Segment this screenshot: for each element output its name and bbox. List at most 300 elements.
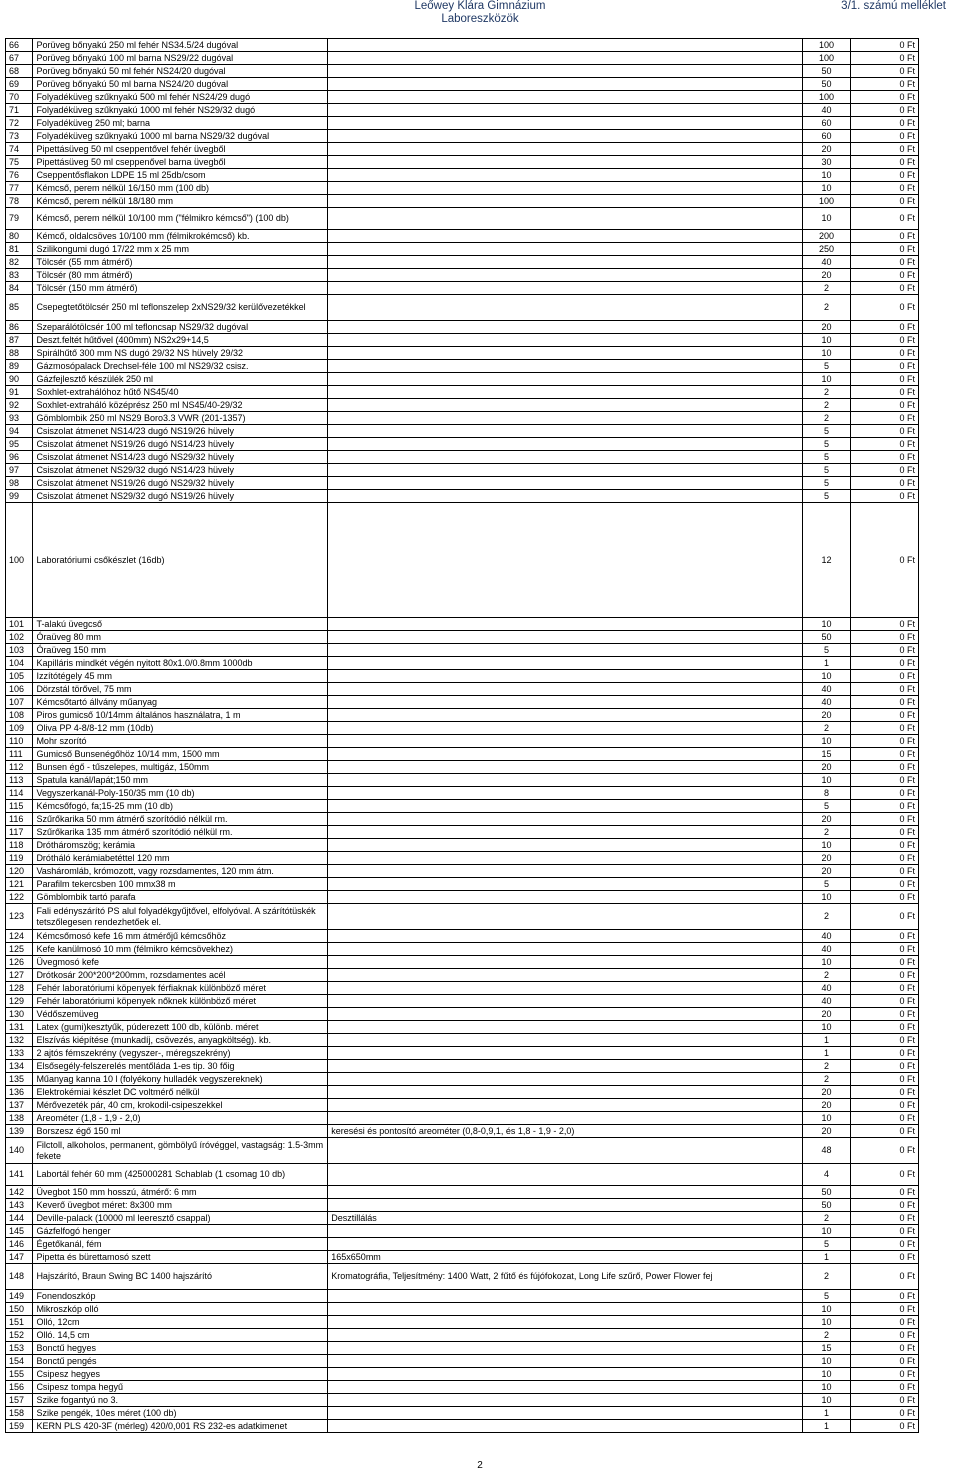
row-number: 94 <box>6 425 33 438</box>
item-price: 0 Ft <box>850 774 918 787</box>
item-note <box>328 657 803 670</box>
table-row <box>6 1368 919 1381</box>
item-note: Kromatográfia, Teljesítmény: 1400 Watt, 2 fűtő és fújófokozat, Long Life szűrő, Power Flower fej <box>328 1264 803 1290</box>
table-row <box>6 618 919 631</box>
item-price: 0 Ft <box>850 800 918 813</box>
item-note <box>328 425 803 438</box>
item-note <box>328 878 803 891</box>
item-quantity: 2 <box>803 1212 851 1225</box>
table-row <box>6 1021 919 1034</box>
item-quantity: 10 <box>803 891 851 904</box>
item-name: Porüveg bőnyakú 100 ml barna NS29/22 dugóval <box>33 52 328 65</box>
row-number: 132 <box>6 1034 33 1047</box>
item-note <box>328 39 803 52</box>
item-price: 0 Ft <box>850 1212 918 1225</box>
item-name: Deszt.feltét hűtővel (400mm) NS2x29+14,5 <box>33 334 328 347</box>
item-note <box>328 839 803 852</box>
table-row <box>6 969 919 982</box>
item-price: 0 Ft <box>850 1047 918 1060</box>
item-name: Égetőkanál, fém <box>33 1238 328 1251</box>
item-price: 0 Ft <box>850 130 918 143</box>
row-number: 110 <box>6 735 33 748</box>
table-row <box>6 1047 919 1060</box>
row-number: 118 <box>6 839 33 852</box>
table-row <box>6 477 919 490</box>
item-quantity: 2 <box>803 386 851 399</box>
table-row <box>6 813 919 826</box>
item-price: 0 Ft <box>850 477 918 490</box>
item-price: 0 Ft <box>850 1164 918 1186</box>
item-note <box>328 631 803 644</box>
item-name: Gázmosópalack Drechsel-féle 100 ml NS29/32 csisz. <box>33 360 328 373</box>
table-row <box>6 709 919 722</box>
item-note <box>328 1290 803 1303</box>
item-note <box>328 386 803 399</box>
table-row <box>6 1251 919 1264</box>
item-price: 0 Ft <box>850 995 918 1008</box>
item-quantity: 12 <box>803 503 851 618</box>
item-price: 0 Ft <box>850 65 918 78</box>
item-name: Tölcsér (80 mm átmérő) <box>33 269 328 282</box>
table-row <box>6 438 919 451</box>
item-note <box>328 787 803 800</box>
page-number: 2 <box>477 1460 483 1471</box>
item-price: 0 Ft <box>850 1199 918 1212</box>
table-row <box>6 657 919 670</box>
table-row <box>6 1186 919 1199</box>
item-price: 0 Ft <box>850 143 918 156</box>
item-name: Spatula kanál/lapát;150 mm <box>33 774 328 787</box>
item-quantity: 10 <box>803 618 851 631</box>
item-name: Olló. 14,5 cm <box>33 1329 328 1342</box>
item-quantity: 10 <box>803 670 851 683</box>
table-row <box>6 295 919 321</box>
item-price: 0 Ft <box>850 1355 918 1368</box>
item-price: 0 Ft <box>850 1316 918 1329</box>
item-price: 0 Ft <box>850 282 918 295</box>
table-row <box>6 761 919 774</box>
item-note <box>328 982 803 995</box>
item-name: T-alakú üvegcső <box>33 618 328 631</box>
item-price: 0 Ft <box>850 182 918 195</box>
row-number: 147 <box>6 1251 33 1264</box>
item-quantity: 20 <box>803 813 851 826</box>
item-note <box>328 464 803 477</box>
table-row <box>6 670 919 683</box>
item-note <box>328 1186 803 1199</box>
table-row <box>6 826 919 839</box>
table-row <box>6 1112 919 1125</box>
item-quantity: 10 <box>803 839 851 852</box>
table-row <box>6 1342 919 1355</box>
row-number: 91 <box>6 386 33 399</box>
table-row <box>6 169 919 182</box>
item-name: Porüveg bőnyakú 250 ml fehér NS34.5/24 dugóval <box>33 39 328 52</box>
table-row <box>6 891 919 904</box>
row-number: 96 <box>6 451 33 464</box>
row-number: 135 <box>6 1073 33 1086</box>
row-number: 133 <box>6 1047 33 1060</box>
item-quantity: 20 <box>803 865 851 878</box>
table-row <box>6 65 919 78</box>
item-name: Hajszárító, Braun Swing BC 1400 hajszárító <box>33 1264 328 1290</box>
item-name: Laboratóriumi csőkészlet (16db) <box>33 503 328 618</box>
table-row <box>6 1303 919 1316</box>
item-price: 0 Ft <box>850 104 918 117</box>
item-note <box>328 91 803 104</box>
item-price: 0 Ft <box>850 1086 918 1099</box>
item-quantity: 40 <box>803 943 851 956</box>
table-row <box>6 930 919 943</box>
row-number: 151 <box>6 1316 33 1329</box>
row-number: 156 <box>6 1381 33 1394</box>
item-note <box>328 117 803 130</box>
table-row <box>6 787 919 800</box>
item-quantity: 1 <box>803 1034 851 1047</box>
item-quantity: 100 <box>803 195 851 208</box>
row-number: 98 <box>6 477 33 490</box>
item-price: 0 Ft <box>850 1290 918 1303</box>
item-name: Folyadéküveg szűknyakú 500 ml fehér NS24/29 dugó <box>33 91 328 104</box>
item-quantity: 1 <box>803 657 851 670</box>
item-quantity: 4 <box>803 1164 851 1186</box>
item-note <box>328 208 803 230</box>
item-price: 0 Ft <box>850 269 918 282</box>
item-note <box>328 761 803 774</box>
item-quantity: 60 <box>803 130 851 143</box>
item-price: 0 Ft <box>850 943 918 956</box>
item-note <box>328 477 803 490</box>
row-number: 105 <box>6 670 33 683</box>
item-name: Soxhlet-extraháló középrész 250 ml NS45/40-29/32 <box>33 399 328 412</box>
item-name: Csiszolat átmenet NS19/26 dugó NS29/32 hüvely <box>33 477 328 490</box>
item-price: 0 Ft <box>850 644 918 657</box>
item-name: Csiszolat átmenet NS19/26 dugó NS14/23 hüvely <box>33 438 328 451</box>
item-note <box>328 1342 803 1355</box>
table-row <box>6 943 919 956</box>
item-note <box>328 1329 803 1342</box>
item-quantity: 20 <box>803 1086 851 1099</box>
item-note <box>328 399 803 412</box>
item-name: Szike fogantyú no 3. <box>33 1394 328 1407</box>
item-price: 0 Ft <box>850 256 918 269</box>
item-quantity: 10 <box>803 334 851 347</box>
table-row <box>6 1060 919 1073</box>
table-row <box>6 1008 919 1021</box>
row-number: 74 <box>6 143 33 156</box>
item-quantity: 10 <box>803 182 851 195</box>
table-row <box>6 490 919 503</box>
item-note <box>328 451 803 464</box>
item-quantity: 48 <box>803 1138 851 1164</box>
item-name: Szűrőkarika 135 mm átmérő szorítódió nélkül rm. <box>33 826 328 839</box>
item-note <box>328 1381 803 1394</box>
item-note <box>328 230 803 243</box>
item-price: 0 Ft <box>850 1125 918 1138</box>
item-quantity: 50 <box>803 631 851 644</box>
item-note <box>328 438 803 451</box>
item-note <box>328 490 803 503</box>
item-quantity: 10 <box>803 208 851 230</box>
item-name: Pipettásüveg 50 ml cseppenővel barna üvegből <box>33 156 328 169</box>
school-name: Leőwey Klára Gimnázium <box>414 0 546 12</box>
item-name: Cseppentősflakon LDPE 15 ml 25db/csom <box>33 169 328 182</box>
row-number: 93 <box>6 412 33 425</box>
item-name: Szilikongumi dugó 17/22 mm x 25 mm <box>33 243 328 256</box>
row-number: 152 <box>6 1329 33 1342</box>
item-price: 0 Ft <box>850 321 918 334</box>
item-quantity: 10 <box>803 1381 851 1394</box>
row-number: 155 <box>6 1368 33 1381</box>
item-quantity: 10 <box>803 1368 851 1381</box>
item-quantity: 20 <box>803 852 851 865</box>
item-price: 0 Ft <box>850 826 918 839</box>
item-quantity: 5 <box>803 878 851 891</box>
table-row <box>6 269 919 282</box>
item-note <box>328 904 803 930</box>
item-name: Óraüveg 150 mm <box>33 644 328 657</box>
item-note <box>328 1225 803 1238</box>
item-note <box>328 1394 803 1407</box>
item-quantity: 50 <box>803 78 851 91</box>
item-name: Szűrőkarika 50 mm átmérő szorítódió nélkül rm. <box>33 813 328 826</box>
item-note <box>328 130 803 143</box>
item-name: Bunsen égő - tűszelepes, multigáz, 150mm <box>33 761 328 774</box>
item-name: Védőszemüveg <box>33 1008 328 1021</box>
item-quantity: 20 <box>803 1125 851 1138</box>
row-number: 73 <box>6 130 33 143</box>
row-number: 106 <box>6 683 33 696</box>
item-note <box>328 696 803 709</box>
item-note <box>328 683 803 696</box>
item-note <box>328 243 803 256</box>
item-price: 0 Ft <box>850 295 918 321</box>
item-price: 0 Ft <box>850 969 918 982</box>
item-note <box>328 943 803 956</box>
row-number: 137 <box>6 1099 33 1112</box>
table-row <box>6 1394 919 1407</box>
row-number: 89 <box>6 360 33 373</box>
table-row <box>6 282 919 295</box>
item-note <box>328 412 803 425</box>
item-name: Óraüveg 80 mm <box>33 631 328 644</box>
item-price: 0 Ft <box>850 373 918 386</box>
item-name: Piros gumicső 10/14mm általános használatra, 1 m <box>33 709 328 722</box>
row-number: 78 <box>6 195 33 208</box>
item-quantity: 40 <box>803 995 851 1008</box>
item-price: 0 Ft <box>850 878 918 891</box>
table-row <box>6 800 919 813</box>
item-price: 0 Ft <box>850 503 918 618</box>
item-name: Drótháromszög; kerámia <box>33 839 328 852</box>
item-name: Fehér laboratóriumi köpenyek nőknek különböző méret <box>33 995 328 1008</box>
row-number: 66 <box>6 39 33 52</box>
item-name: Olló, 12cm <box>33 1316 328 1329</box>
item-price: 0 Ft <box>850 1034 918 1047</box>
row-number: 107 <box>6 696 33 709</box>
item-quantity: 10 <box>803 774 851 787</box>
item-note <box>328 1407 803 1420</box>
item-quantity: 20 <box>803 143 851 156</box>
item-name: Szeparálótölcsér 100 ml tefloncsap NS29/32 dugóval <box>33 321 328 334</box>
item-price: 0 Ft <box>850 787 918 800</box>
item-note <box>328 618 803 631</box>
row-number: 99 <box>6 490 33 503</box>
row-number: 84 <box>6 282 33 295</box>
item-quantity: 10 <box>803 1303 851 1316</box>
item-name: Drótkosár 200*200*200mm, rozsdamentes acél <box>33 969 328 982</box>
item-price: 0 Ft <box>850 852 918 865</box>
item-price: 0 Ft <box>850 1008 918 1021</box>
item-note <box>328 735 803 748</box>
item-price: 0 Ft <box>850 1342 918 1355</box>
item-quantity: 20 <box>803 269 851 282</box>
item-note <box>328 321 803 334</box>
item-price: 0 Ft <box>850 1381 918 1394</box>
row-number: 88 <box>6 347 33 360</box>
item-name: Folyadéküveg szűknyakú 1000 ml fehér NS29/32 dugó <box>33 104 328 117</box>
table-row <box>6 156 919 169</box>
item-note <box>328 1355 803 1368</box>
item-quantity: 2 <box>803 1264 851 1290</box>
item-note <box>328 1047 803 1060</box>
item-quantity: 20 <box>803 1008 851 1021</box>
item-price: 0 Ft <box>850 334 918 347</box>
item-name: Csipesz hegyes <box>33 1368 328 1381</box>
row-number: 113 <box>6 774 33 787</box>
item-note <box>328 891 803 904</box>
item-note <box>328 722 803 735</box>
item-quantity: 10 <box>803 735 851 748</box>
item-note <box>328 182 803 195</box>
item-note <box>328 360 803 373</box>
row-number: 81 <box>6 243 33 256</box>
item-name: Csiszolat átmenet NS14/23 dugó NS19/26 hüvely <box>33 425 328 438</box>
table-row <box>6 117 919 130</box>
item-note <box>328 1060 803 1073</box>
item-note <box>328 1099 803 1112</box>
item-note <box>328 1303 803 1316</box>
table-row <box>6 425 919 438</box>
row-number: 158 <box>6 1407 33 1420</box>
item-name: Folyadéküveg szűknyakú 1000 ml barna NS29/32 dugóval <box>33 130 328 143</box>
item-note: keresési és pontosító areométer (0,8-0,9,1, és 1,8 - 1,9 - 2,0) <box>328 1125 803 1138</box>
item-quantity: 10 <box>803 1316 851 1329</box>
table-row <box>6 334 919 347</box>
item-price: 0 Ft <box>850 1060 918 1073</box>
row-number: 102 <box>6 631 33 644</box>
item-name: Keverő üvegbot méret: 8x300 mm <box>33 1199 328 1212</box>
table-row <box>6 1264 919 1290</box>
row-number: 117 <box>6 826 33 839</box>
item-price: 0 Ft <box>850 169 918 182</box>
item-note <box>328 282 803 295</box>
item-quantity: 2 <box>803 1073 851 1086</box>
table-row <box>6 1290 919 1303</box>
item-quantity: 2 <box>803 722 851 735</box>
item-quantity: 10 <box>803 1021 851 1034</box>
row-number: 130 <box>6 1008 33 1021</box>
table-row <box>6 451 919 464</box>
table-row <box>6 696 919 709</box>
row-number: 120 <box>6 865 33 878</box>
row-number: 139 <box>6 1125 33 1138</box>
item-name: Kefe kanülmosó 10 mm (félmikro kémcsövekhez) <box>33 943 328 956</box>
item-note <box>328 670 803 683</box>
table-row <box>6 904 919 930</box>
table-row <box>6 386 919 399</box>
item-note <box>328 373 803 386</box>
row-number: 124 <box>6 930 33 943</box>
item-price: 0 Ft <box>850 438 918 451</box>
row-number: 142 <box>6 1186 33 1199</box>
row-number: 114 <box>6 787 33 800</box>
item-name: Csepegtetőtölcsér 250 ml teflonszelep 2xNS29/32 kerülővezetékkel <box>33 295 328 321</box>
row-number: 97 <box>6 464 33 477</box>
row-number: 100 <box>6 503 33 618</box>
item-name: Soxhlet-extrahálóhoz hűtő NS45/40 <box>33 386 328 399</box>
item-price: 0 Ft <box>850 1329 918 1342</box>
table-row <box>6 464 919 477</box>
row-number: 85 <box>6 295 33 321</box>
table-row <box>6 735 919 748</box>
page-header <box>0 0 960 26</box>
item-quantity: 10 <box>803 956 851 969</box>
table-row <box>6 243 919 256</box>
row-number: 125 <box>6 943 33 956</box>
item-price: 0 Ft <box>850 208 918 230</box>
item-note <box>328 503 803 618</box>
item-note <box>328 143 803 156</box>
item-note <box>328 813 803 826</box>
item-name: Kémcsőtartó állvány műanyag <box>33 696 328 709</box>
item-note <box>328 1008 803 1021</box>
table-row <box>6 1138 919 1164</box>
item-price: 0 Ft <box>850 1138 918 1164</box>
item-price: 0 Ft <box>850 709 918 722</box>
item-name: Gömblombik 250 ml NS29 Boro3.3 VWR (201-1357) <box>33 412 328 425</box>
item-name: Pipetta és bürettamosó szett <box>33 1251 328 1264</box>
row-number: 69 <box>6 78 33 91</box>
row-number: 131 <box>6 1021 33 1034</box>
item-quantity: 50 <box>803 1199 851 1212</box>
row-number: 148 <box>6 1264 33 1290</box>
row-number: 143 <box>6 1199 33 1212</box>
item-name: Kémcső, perem nélkül 18/180 mm <box>33 195 328 208</box>
table-row <box>6 1086 919 1099</box>
item-price: 0 Ft <box>850 891 918 904</box>
row-number: 134 <box>6 1060 33 1073</box>
item-quantity: 2 <box>803 282 851 295</box>
item-price: 0 Ft <box>850 230 918 243</box>
row-number: 70 <box>6 91 33 104</box>
item-name: Drótháló kerámiabetéttel 120 mm <box>33 852 328 865</box>
row-number: 109 <box>6 722 33 735</box>
item-note <box>328 169 803 182</box>
row-number: 92 <box>6 399 33 412</box>
row-number: 86 <box>6 321 33 334</box>
item-note <box>328 156 803 169</box>
item-price: 0 Ft <box>850 631 918 644</box>
table-row <box>6 78 919 91</box>
item-quantity: 5 <box>803 451 851 464</box>
item-price: 0 Ft <box>850 748 918 761</box>
item-quantity: 2 <box>803 412 851 425</box>
item-name: Fonendoszkóp <box>33 1290 328 1303</box>
item-note <box>328 1138 803 1164</box>
item-price: 0 Ft <box>850 670 918 683</box>
document-subtitle: Laboreszközök <box>441 13 519 25</box>
